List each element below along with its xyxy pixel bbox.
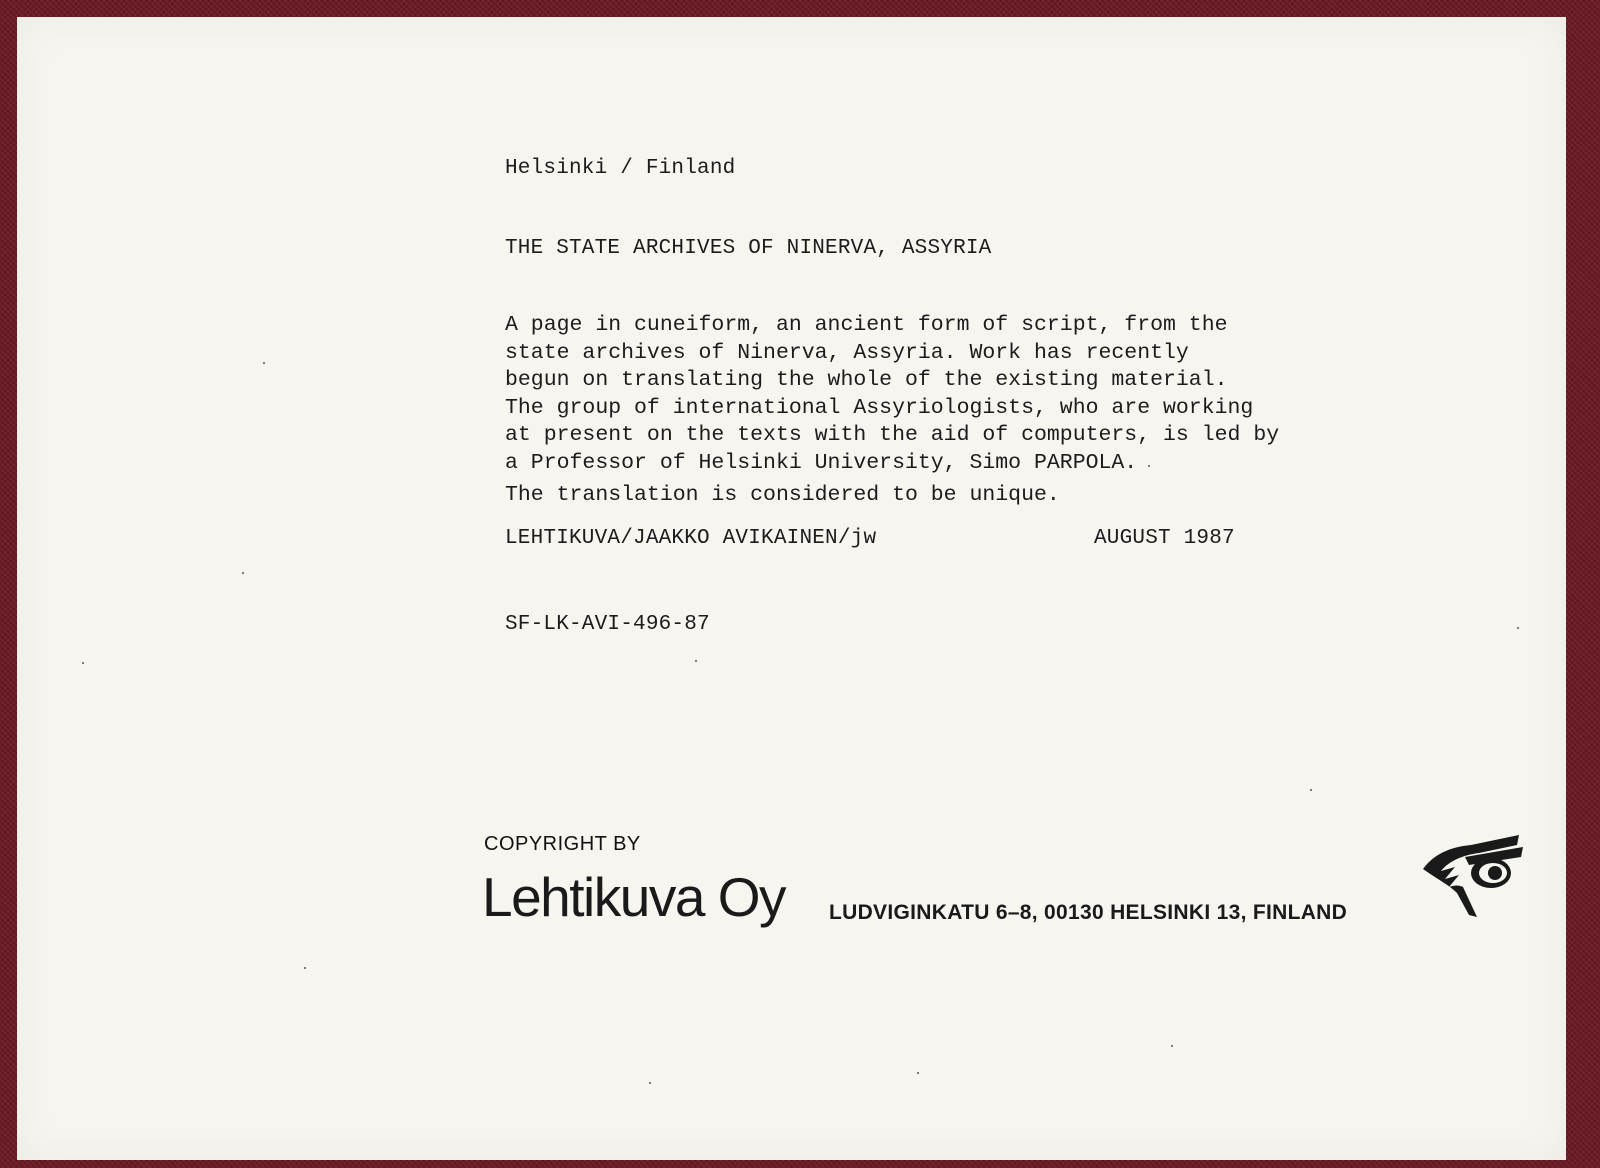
location-line: Helsinki / Finland: [505, 157, 736, 180]
caption-line: at present on the texts with the aid of computers, is led by: [505, 423, 1280, 447]
paper-speck: [304, 967, 306, 969]
paper-speck: [242, 572, 244, 574]
reference-code: SF-LK-AVI-496-87: [505, 613, 710, 636]
paper-speck: [695, 660, 697, 662]
photo-caption-sheet: [17, 17, 1566, 1160]
paper-speck: [1148, 465, 1150, 467]
caption-closing-line: The translation is considered to be unique.: [505, 483, 1060, 507]
caption-line: begun on translating the whole of the existing material.: [505, 368, 1228, 392]
caption-line: a Professor of Helsinki University, Simo PARPOLA.: [505, 450, 1138, 475]
caption-line: state archives of Ninerva, Assyria. Work has recently: [505, 340, 1189, 365]
paper-speck: [917, 1072, 919, 1074]
photo-credit: LEHTIKUVA/JAAKKO AVIKAINEN/jw: [505, 527, 877, 550]
paper-speck: [1310, 789, 1312, 791]
eagle-head-icon: [1419, 827, 1529, 927]
company-name: Lehtikuva Oy: [482, 866, 786, 928]
paper-speck: [82, 662, 84, 664]
paper-speck: [1171, 1045, 1173, 1047]
paper-speck: [1517, 627, 1519, 629]
copyright-label: COPYRIGHT BY: [484, 833, 641, 855]
caption-line: The group of international Assyriologists, who are working: [505, 395, 1254, 420]
company-address: LUDVIGINKATU 6–8, 00130 HELSINKI 13, FINLAND: [829, 901, 1348, 924]
caption-body: [505, 312, 1279, 510]
headline: THE STATE ARCHIVES OF NINERVA, ASSYRIA: [505, 237, 992, 260]
caption-date: AUGUST 1987: [1094, 527, 1235, 550]
paper-speck: [649, 1082, 651, 1084]
paper-speck: [263, 362, 265, 364]
caption-line: A page in cuneiform, an ancient form of script, from the: [505, 313, 1228, 337]
